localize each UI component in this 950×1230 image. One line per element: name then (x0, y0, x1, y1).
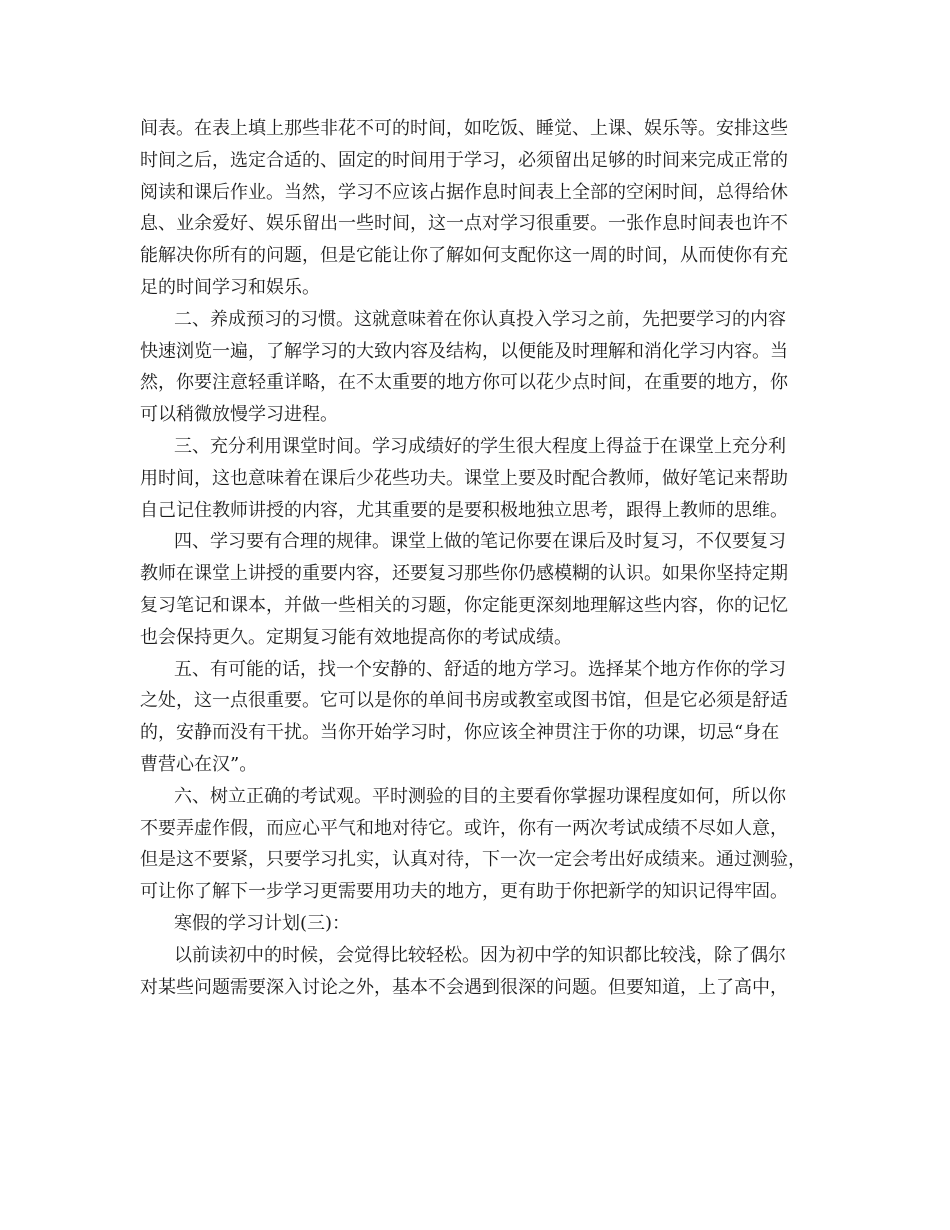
text-line: 自己记住教师讲授的内容，尤其重要的是要积极地独立思考，跟得上教师的思维。 (140, 499, 788, 521)
text-line: 五、有可能的话，找一个安静的、舒适的地方学习。选择某个地方作你的学习 (174, 658, 786, 680)
text-line: 时间之后，选定合适的、固定的时间用于学习，必须留出足够的时间来完成正常的 (140, 149, 788, 171)
text-line: 然，你要注意轻重详略，在不太重要的地方你可以花少点时间，在重要的地方，你 (140, 372, 788, 394)
document-body (140, 113, 820, 1003)
text-line: 间表。在表上填上那些非花不可的时间，如吃饭、睡觉、上课、娱乐等。安排这些 (140, 118, 788, 139)
text-line: 也会保持更久。定期复习能有效地提高你的考试成绩。 (140, 626, 572, 648)
text-line: 对某些问题需要深入讨论之外，基本不会遇到很深的问题。但要知道，上了高中， (140, 976, 788, 998)
text-line: 阅读和课后作业。当然，学习不应该占据作息时间表上全部的空闲时间，总得给休 (140, 181, 788, 203)
text-line: 教师在课堂上讲授的重要内容，还要复习那些你仍感模糊的认识。如果你坚持定期 (140, 563, 788, 585)
text-line: 复习笔记和课本，并做一些相关的习题，你定能更深刻地理解这些内容，你的记忆 (140, 594, 788, 616)
text-line: 息、业余爱好、娱乐留出一些时间，这一点对学习很重要。一张作息时间表也许不 (140, 213, 788, 235)
text-line: 足的时间学习和娱乐。 (140, 276, 320, 298)
text-line: 但是这不要紧，只要学习扎实，认真对待，下一次一定会考出好成绩来。通过测验， (140, 849, 806, 871)
text-line: 快速浏览一遍，了解学习的大致内容及结构，以便能及时理解和消化学习内容。当 (140, 340, 788, 362)
text-line: 的，安静而没有干扰。当你开始学习时，你应该全神贯注于你的功课，切忌“身在 (140, 722, 780, 744)
text-line: 不要弄虚作假，而应心平气和地对待它。或许，你有一两次考试成绩不尽如人意， (140, 817, 788, 839)
text-line: 寒假的学习计划(三)： (174, 912, 351, 934)
text-line: 可以稍微放慢学习进程。 (140, 404, 338, 426)
text-line: 三、充分利用课堂时间。学习成绩好的学生很大程度上得益于在课堂上充分利 (174, 435, 786, 457)
text-line: 四、学习要有合理的规律。课堂上做的笔记你要在课后及时复习，不仅要复习 (174, 531, 786, 553)
text-line: 以前读初中的时候，会觉得比较轻松。因为初中学的知识都比较浅，除了偶尔 (174, 944, 786, 966)
text-line: 能解决你所有的问题，但是它能让你了解如何支配你这一周的时间，从而使你有充 (140, 245, 788, 267)
text-line: 之处，这一点很重要。它可以是你的单间书房或教室或图书馆，但是它必须是舒适 (140, 690, 788, 712)
text-line: 曹营心在汉”。 (140, 753, 258, 775)
text-line: 可让你了解下一步学习更需要用功夫的地方，更有助于你把新学的知识记得牢固。 (140, 881, 788, 903)
text-line: 二、养成预习的习惯。这就意味着在你认真投入学习之前，先把要学习的内容 (174, 308, 786, 330)
text-line: 六、树立正确的考试观。平时测验的目的主要看你掌握功课程度如何，所以你 (174, 785, 786, 807)
text-line: 用时间，这也意味着在课后少花些功夫。课堂上要及时配合教师，做好笔记来帮助 (140, 467, 788, 489)
